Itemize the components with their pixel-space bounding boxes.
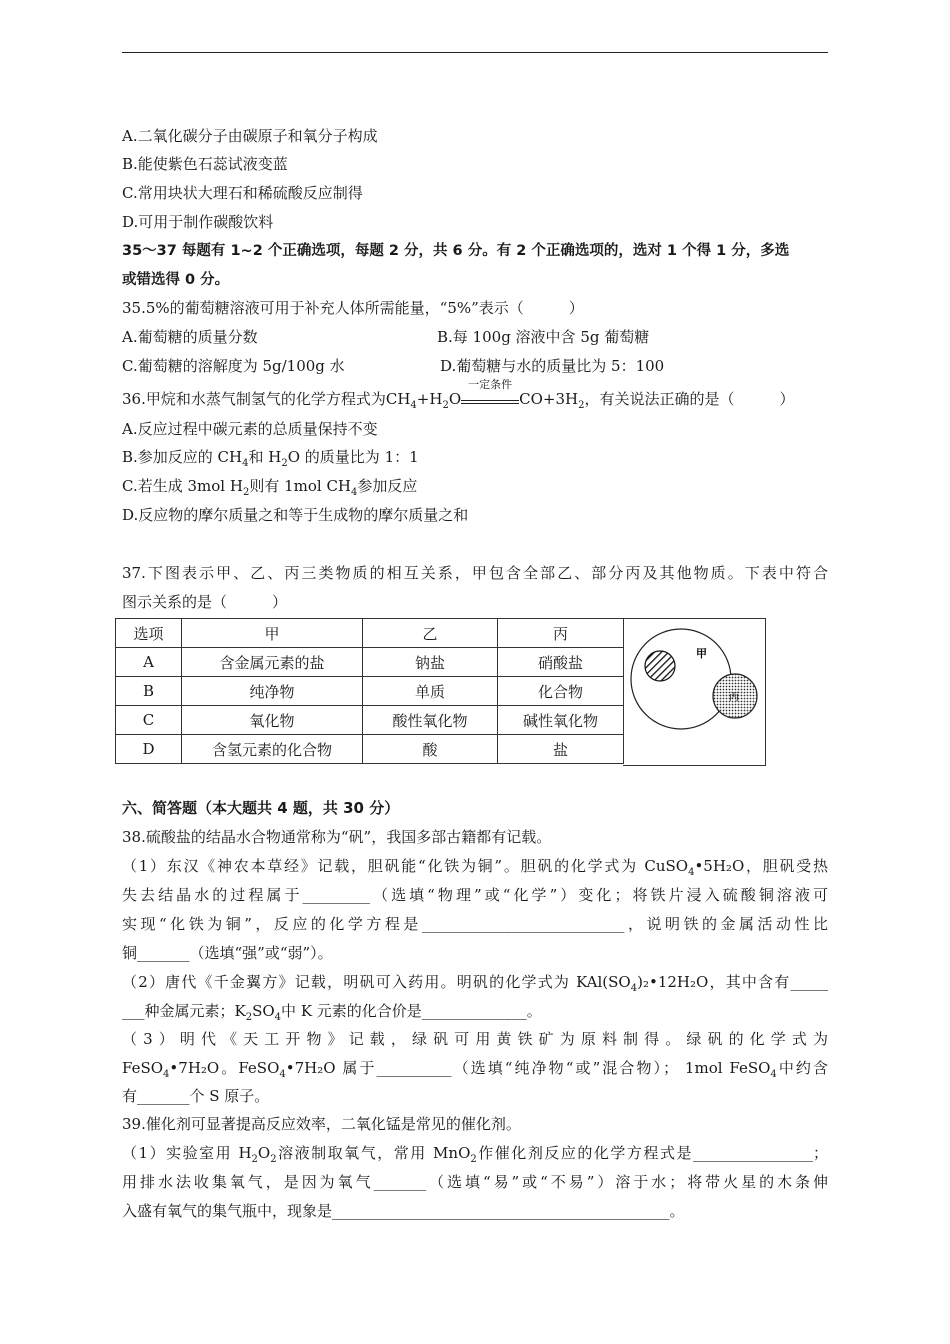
table-cell: 碱性氧化物	[498, 706, 624, 735]
venn-circle-jia	[631, 629, 731, 729]
table-row	[116, 648, 624, 677]
table-cell: 含金属元素的盐	[182, 648, 363, 677]
table-header-cell: 乙	[363, 619, 498, 648]
multi-choice-note-line2: 或错选得 0 分。	[122, 272, 230, 288]
q37-stem-line2: 图示关系的是（ ）	[122, 593, 288, 611]
q38-part2-line1: （2）唐代《千金翼方》记载，明矾可入药用。明矾的化学式为 $KAl(SO_4)_2•12H_2O$，其中含有_____	[122, 973, 828, 994]
table-cell: 钠盐	[363, 648, 498, 677]
table-cell: 氧化物	[182, 706, 363, 735]
table-cell: 硝酸盐	[498, 648, 624, 677]
q38-part3-line3: 有_______个 S 原子。	[122, 1087, 270, 1105]
q34-option-d: D.可用于制作碳酸饮料	[122, 213, 274, 231]
table-row	[116, 706, 624, 735]
reaction-condition-arrow	[461, 378, 519, 409]
table-cell: B	[116, 677, 182, 706]
q36-ch4: $CH_4+H_2O$	[385, 390, 462, 411]
section-6-heading: 六、简答题（本大题共 4 题，共 30 分）	[122, 799, 400, 817]
q35-option-b: B.每 100g 溶液中含 5g 葡萄糖	[437, 328, 650, 346]
table-header-cell: 甲	[182, 619, 363, 648]
q38-part3-line2: FeSO$_4$•7H₂O。FeSO$_4$•7H₂O 属于__________（选填“纯净物“或”混合物）； 1mol FeSO$_4$中约含	[122, 1059, 828, 1080]
multi-choice-note-line1: 35～37 每题有 1~2 个正确选项，每题 2 分，共 6 分。有 2 个正确选项的，选对 1 个得 1 分，多选	[122, 243, 790, 259]
table-cell: D	[116, 735, 182, 764]
table-header-row	[116, 619, 624, 648]
q35-option-a: A.葡萄糖的质量分数	[122, 328, 258, 346]
q38-part1-line3: 实现“化铁为铜”，反应的化学方程是___________________________，说明铁的金属活动性比	[122, 915, 828, 933]
q36-stem: 36.甲烷和水蒸气制氢气的化学方程式为$CH_4+H_2O$ 一定条件 $CO+3H_2$，有关说法正确的是（ ）	[122, 378, 795, 411]
q35-option-d: D.葡萄糖与水的质量比为 5：100	[440, 357, 665, 375]
q35-stem: 35.5%的葡萄糖溶液可用于补充人体所需能量，“5%”表示（ ）	[122, 299, 584, 317]
q38-part1-line1: （1）东汉《神农本草经》记载，胆矾能“化铁为铜”。胆矾的化学式为 CuSO$_4$•5H₂O，胆矾受热	[122, 857, 828, 878]
q34-option-a: A.二氧化碳分子由碳原子和氧分子构成	[122, 127, 378, 145]
q34-option-b: B.能使紫色石蕊试液变蓝	[122, 155, 288, 173]
table-cell: 单质	[363, 677, 498, 706]
table-cell: 酸	[363, 735, 498, 764]
q34-option-c: C.常用块状大理石和稀硫酸反应制得	[122, 184, 363, 202]
q36-option-b: B.参加反应的 $CH_4$和 $H_2O$ 的质量比为 1：1	[122, 448, 419, 469]
q36-option-d: D.反应物的摩尔质量之和等于生成物的摩尔质量之和	[122, 506, 469, 524]
table-cell: A	[116, 648, 182, 677]
table-header-cell: 选项	[116, 619, 182, 648]
q36-option-c: C.若生成 3mol $H_2$则有 1mol $CH_4$参加反应	[122, 477, 418, 498]
q37-stem-line1: 37.下图表示甲、乙、丙三类物质的相互关系，甲包含全部乙、部分丙及其他物质。下表中符合	[122, 564, 828, 582]
table-cell: C	[116, 706, 182, 735]
q39-stem: 39.催化剂可显著提高反应效率，二氧化锰是常见的催化剂。	[122, 1115, 521, 1133]
q38-stem: 38.硫酸盐的结晶水合物通常称为“矾”，我国多部古籍都有记载。	[122, 828, 552, 846]
table-cell: 盐	[498, 735, 624, 764]
q36-option-a: A.反应过程中碳元素的总质量保持不变	[122, 420, 378, 438]
q37-options-table	[115, 618, 624, 764]
table-header-cell: 丙	[498, 619, 624, 648]
venn-diagram	[623, 619, 765, 765]
q35-option-c: C.葡萄糖的溶解度为 5g/100g 水	[122, 357, 345, 375]
venn-label-jia: 甲	[696, 647, 707, 660]
table-cell: 含氢元素的化合物	[182, 735, 363, 764]
q39-part1-line2: 用排水法收集氧气，是因为氧气_______（选填“易”或“不易”）溶于水；将带火星的木条伸	[122, 1173, 828, 1191]
table-row	[116, 677, 624, 706]
q38-part2-line2: ___种金属元素；$K_2SO_4$中 K 元素的化合价是______________。	[122, 1002, 542, 1023]
q38-part3-line1: （3）明代《天工开物》记载，绿矾可用黄铁矿为原料制得。绿矾的化学式为	[122, 1030, 828, 1048]
reaction-condition: 一定条件	[468, 378, 513, 391]
table-cell: 化合物	[498, 677, 624, 706]
q39-part1-line3: 入盛有氧气的集气瓶中，现象是_____________________________________________。	[122, 1202, 685, 1220]
venn-diagram-cell	[623, 618, 766, 766]
venn-circle-yi	[645, 651, 675, 681]
q39-part1-line1: （1）实验室用 $H_2O_2$溶液制取氧气，常用 MnO$_2$作催化剂反应的化学方程式是________________；	[122, 1144, 828, 1165]
q38-part1-line2: 失去结晶水的过程属于_________（选填“物理”或“化学”）变化；将铁片浸入硫酸铜溶液可	[122, 886, 828, 904]
table-cell: 纯净物	[182, 677, 363, 706]
table-cell: 酸性氧化物	[363, 706, 498, 735]
header-rule	[122, 52, 828, 53]
table-row	[116, 735, 624, 764]
venn-label-bing: 丙	[729, 692, 739, 703]
q38-part1-line4: 铜_______（选填“强”或“弱”）。	[122, 944, 333, 962]
